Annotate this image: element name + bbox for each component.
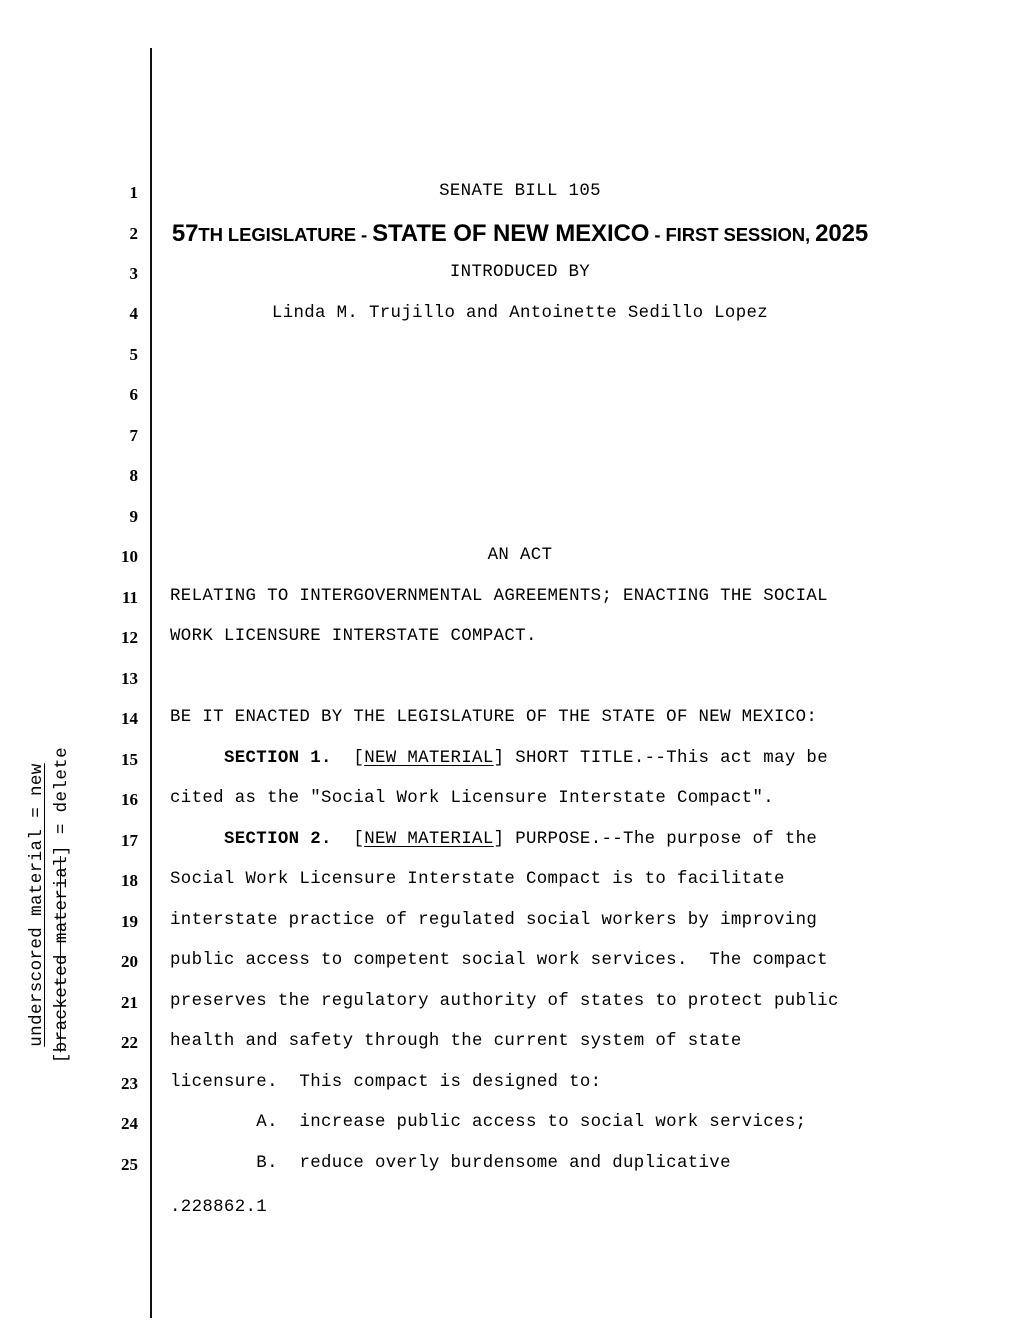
header-separator-1: - bbox=[355, 224, 373, 245]
legend-bracket-open: [ bbox=[52, 1052, 72, 1064]
list-item-b bbox=[170, 1154, 870, 1174]
line-number: 17 bbox=[121, 831, 138, 850]
line-number: 9 bbox=[129, 507, 138, 526]
an-act-label: AN ACT bbox=[487, 546, 553, 565]
purpose-line-22: health and safety through the current system of state bbox=[170, 1032, 742, 1051]
legislature-number: 57 bbox=[171, 220, 199, 247]
line-number: 23 bbox=[121, 1074, 138, 1093]
section-2-rest: ] PURPOSE.--The purpose of the bbox=[493, 830, 818, 849]
line-number: 15 bbox=[121, 750, 138, 769]
section-2-line bbox=[170, 830, 870, 850]
list-item-a bbox=[170, 1113, 870, 1133]
session-name: FIRST SESSION bbox=[665, 224, 805, 245]
line-number: 8 bbox=[129, 466, 138, 485]
list-item-a-indent bbox=[170, 1113, 256, 1132]
line-number: 11 bbox=[121, 588, 138, 607]
section-2-new-material: NEW MATERIAL bbox=[364, 830, 494, 849]
section-1-bracket-open: [ bbox=[353, 749, 365, 768]
section-1-rest: ] SHORT TITLE.--This act may be bbox=[493, 749, 828, 768]
bill-sponsors: Linda M. Trujillo and Antoinette Sedillo Lopez bbox=[271, 304, 769, 323]
line-number: 13 bbox=[121, 669, 138, 688]
relating-clause-line-1: RELATING TO INTERGOVERNMENTAL AGREEMENTS; ENACTING THE SOCIAL bbox=[170, 587, 828, 606]
bill-text-column bbox=[170, 0, 870, 1325]
line-number: 14 bbox=[121, 709, 138, 728]
line-number: 22 bbox=[121, 1033, 138, 1052]
line-number: 19 bbox=[121, 912, 138, 931]
line-number: 1 bbox=[129, 183, 138, 202]
legislature-word: TH LEGISLATURE bbox=[198, 224, 356, 245]
legend-struck-text: bracketed material bbox=[52, 855, 72, 1053]
line-number-gutter bbox=[86, 0, 138, 1325]
legend-bracket-close: ] = delete bbox=[52, 746, 72, 856]
vertical-rule bbox=[150, 48, 152, 1318]
line-number: 7 bbox=[129, 426, 138, 445]
line-number: 12 bbox=[121, 628, 138, 647]
line-number: 5 bbox=[129, 345, 138, 364]
section-1-new-material: NEW MATERIAL bbox=[364, 749, 494, 768]
section-1-label: SECTION 1. bbox=[223, 749, 332, 768]
legislature-header bbox=[170, 220, 870, 248]
margin-legend-text bbox=[20, 525, 80, 1285]
section-2-gap bbox=[332, 830, 354, 849]
session-year: 2025 bbox=[815, 220, 869, 247]
line-number: 21 bbox=[121, 993, 138, 1012]
section-1-gap bbox=[332, 749, 354, 768]
list-item-b-text: B. reduce overly burdensome and duplicative bbox=[256, 1154, 731, 1173]
line-number: 10 bbox=[121, 547, 138, 566]
session-comma: , bbox=[805, 224, 816, 245]
bill-title: SENATE BILL 105 bbox=[439, 182, 601, 201]
legend-deleted-material-line bbox=[50, 747, 75, 1063]
line-number: 6 bbox=[129, 385, 138, 404]
purpose-line-18: Social Work Licensure Interstate Compact is to facilitate bbox=[170, 870, 785, 889]
line-number: 24 bbox=[121, 1114, 138, 1133]
list-item-b-indent bbox=[170, 1154, 256, 1173]
relating-clause-line-2: WORK LICENSURE INTERSTATE COMPACT. bbox=[170, 627, 537, 646]
legend-new-material-line: underscored material = new bbox=[26, 763, 47, 1047]
line-number: 25 bbox=[121, 1155, 138, 1174]
document-footer-code: .228862.1 bbox=[170, 1198, 268, 1217]
header-separator-2: - bbox=[649, 224, 666, 245]
short-title-continuation: cited as the "Social Work Licensure Interstate Compact". bbox=[170, 789, 775, 808]
line-number: 2 bbox=[129, 224, 138, 243]
section-2-indent bbox=[170, 830, 224, 849]
line-number: 3 bbox=[129, 264, 138, 283]
purpose-line-21: preserves the regulatory authority of states to protect public bbox=[170, 992, 839, 1011]
line-number: 18 bbox=[121, 871, 138, 890]
line-number: 16 bbox=[121, 790, 138, 809]
section-1-indent bbox=[170, 749, 224, 768]
section-2-bracket-open: [ bbox=[353, 830, 365, 849]
line-number: 4 bbox=[129, 304, 138, 323]
purpose-line-23: licensure. This compact is designed to: bbox=[170, 1073, 602, 1092]
purpose-line-20: public access to competent social work services. The compact bbox=[170, 951, 828, 970]
section-1-line bbox=[170, 749, 870, 769]
list-item-a-text: A. increase public access to social work services; bbox=[256, 1113, 807, 1132]
state-name: STATE OF NEW MEXICO bbox=[372, 220, 650, 247]
line-number: 20 bbox=[121, 952, 138, 971]
section-2-label: SECTION 2. bbox=[223, 830, 332, 849]
enacting-clause: BE IT ENACTED BY THE LEGISLATURE OF THE STATE OF NEW MEXICO: bbox=[170, 708, 818, 727]
introduced-by-label: INTRODUCED BY bbox=[449, 263, 591, 282]
purpose-line-19: interstate practice of regulated social workers by improving bbox=[170, 911, 818, 930]
